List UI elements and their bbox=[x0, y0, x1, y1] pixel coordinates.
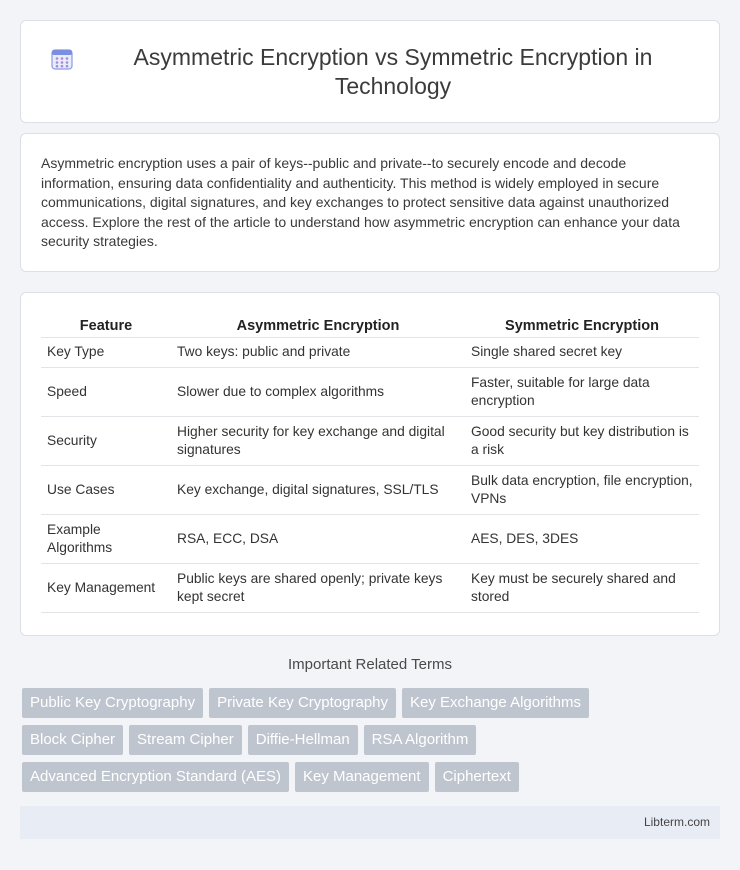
cell-symmetric: Faster, suitable for large data encryption bbox=[465, 367, 699, 416]
cell-asymmetric: Two keys: public and private bbox=[171, 337, 465, 367]
cell-feature: Key Type bbox=[41, 337, 171, 367]
table-row bbox=[41, 563, 699, 612]
cell-feature: Speed bbox=[41, 367, 171, 416]
header-feature: Feature bbox=[41, 313, 171, 337]
footer-site[interactable]: Libterm.com bbox=[643, 815, 710, 829]
table-row bbox=[41, 465, 699, 514]
table-row bbox=[41, 514, 699, 563]
intro-card bbox=[20, 133, 720, 272]
cell-feature: Example Algorithms bbox=[41, 514, 171, 563]
comparison-table bbox=[41, 313, 699, 613]
term-row bbox=[22, 725, 722, 755]
cell-asymmetric: RSA, ECC, DSA bbox=[171, 514, 465, 563]
page-title: Asymmetric Encryption vs Symmetric Encryption in Technology bbox=[133, 43, 653, 99]
term-tag[interactable]: Public Key Cryptography bbox=[22, 688, 203, 718]
table-row bbox=[41, 416, 699, 465]
term-tag[interactable]: Advanced Encryption Standard (AES) bbox=[22, 762, 289, 792]
cell-symmetric: AES, DES, 3DES bbox=[465, 514, 699, 563]
table-header-row bbox=[41, 313, 699, 337]
term-tag[interactable]: Key Management bbox=[295, 762, 429, 792]
term-tag[interactable]: Diffie-Hellman bbox=[248, 725, 358, 755]
term-tag[interactable]: Ciphertext bbox=[435, 762, 519, 792]
cell-asymmetric: Public keys are shared openly; private keys kept secret bbox=[171, 563, 465, 612]
related-terms bbox=[22, 688, 722, 799]
term-tag[interactable]: Block Cipher bbox=[22, 725, 123, 755]
cell-feature: Security bbox=[41, 416, 171, 465]
intro-paragraph: Asymmetric encryption uses a pair of keys--public and private--to securely encode and decode information, ensuring data confidentiality and authenticity. This method is widely employed in secure communications, digital signatures, and key exchanges to protect sensitive data against unauthorized access. Explore the rest of the article to understand how asymmetric encryption can enhance your data security strategies. bbox=[41, 155, 680, 250]
term-row bbox=[22, 762, 722, 792]
cell-feature: Key Management bbox=[41, 563, 171, 612]
cell-symmetric: Single shared secret key bbox=[465, 337, 699, 367]
term-tag[interactable]: Key Exchange Algorithms bbox=[402, 688, 589, 718]
term-tag[interactable]: Stream Cipher bbox=[129, 725, 242, 755]
calendar-icon bbox=[50, 47, 74, 71]
footer bbox=[20, 806, 720, 839]
header-symmetric: Symmetric Encryption bbox=[465, 313, 699, 337]
table-row bbox=[41, 367, 699, 416]
header-asymmetric: Asymmetric Encryption bbox=[171, 313, 465, 337]
cell-asymmetric: Key exchange, digital signatures, SSL/TLS bbox=[171, 465, 465, 514]
term-row bbox=[22, 688, 722, 718]
cell-asymmetric: Higher security for key exchange and digital signatures bbox=[171, 416, 465, 465]
comparison-card bbox=[20, 292, 720, 636]
related-terms-title: Important Related Terms bbox=[288, 656, 452, 673]
cell-symmetric: Key must be securely shared and stored bbox=[465, 563, 699, 612]
cell-symmetric: Bulk data encryption, file encryption, VPNs bbox=[465, 465, 699, 514]
term-tag[interactable]: Private Key Cryptography bbox=[209, 688, 396, 718]
table-row bbox=[41, 337, 699, 367]
title-wrap bbox=[50, 43, 690, 101]
cell-asymmetric: Slower due to complex algorithms bbox=[171, 367, 465, 416]
title-card bbox=[20, 20, 720, 123]
term-tag[interactable]: RSA Algorithm bbox=[364, 725, 477, 755]
cell-symmetric: Good security but key distribution is a risk bbox=[465, 416, 699, 465]
cell-feature: Use Cases bbox=[41, 465, 171, 514]
